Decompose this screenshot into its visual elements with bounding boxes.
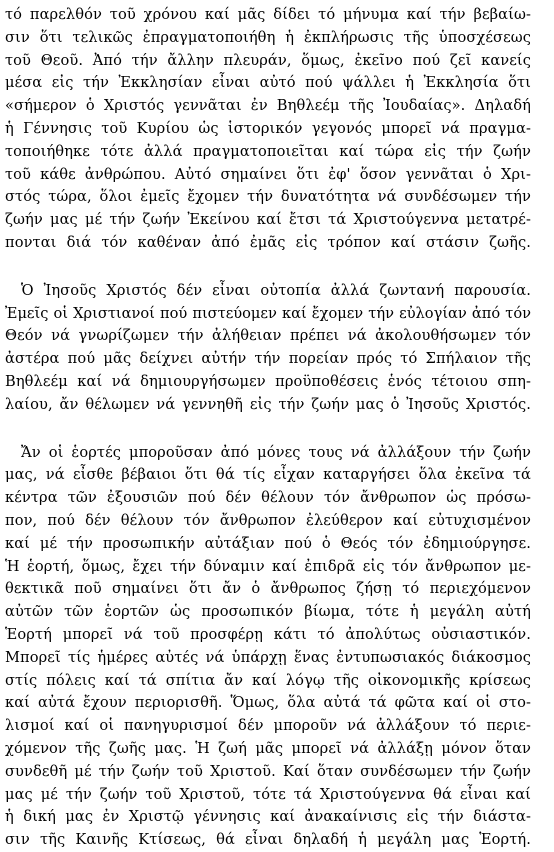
text-line: Θεόν νά γνωρίζωμεν τήν ἀλήθειαν πρέπει νά ἀκολουθήσωμεν τόν bbox=[5, 327, 531, 345]
paragraph-2 bbox=[5, 280, 531, 417]
text-line: στός τώρα, ὅλοι ἐμεῖς ἔχομεν τήν δυνατότητα νά συνδέσωμεν τήν bbox=[5, 188, 531, 206]
text-line: καί αὐτά ἔχουν περιορισθῆ. Ὅμως, ὅλα αὐτά τά φῶτα καί οἱ στο- bbox=[5, 694, 531, 712]
text-line: σιν ὅτι τελικῶς ἐπραγματοποιήθη ἡ ἐκπλήρωσις τῆς ὑποσχέσεως bbox=[5, 28, 531, 46]
text-line: μέσα εἰς τήν Ἐκκλησίαν εἶναι αὐτό πού ψάλλει ἡ Ἐκκλησία ὅτι bbox=[5, 74, 531, 92]
text-line: Μπορεῖ τίς ἡμέρες αὐτές νά ὑπάρχῃ ἕνας ἐντυπωσιακός διάκοσμος bbox=[5, 648, 531, 666]
text-line: μας μέ τήν ζωήν τοῦ Χριστοῦ, τότε τά Χριστούγεννα θά εἶναι καί bbox=[5, 785, 531, 803]
text-line: Ἄν οἱ ἑορτές μποροῦσαν ἀπό μόνες τους νά ἀλλάξουν τήν ζωήν bbox=[21, 443, 531, 461]
text-line: θεκτικᾶ ποῦ σημαίνει ὅτι ἄν ὁ ἄνθρωπος ζήσῃ τό περιεχόμενον bbox=[5, 580, 531, 598]
paragraph-3 bbox=[5, 442, 531, 852]
text-line: μας, νά εἶσθε βέβαιοι ὅτι θά τίς εἶχαν καταργήσει ὅλα ἐκεῖνα τά bbox=[5, 466, 531, 484]
text-line: πονται διά τόν καθέναν ἀπό ἐμᾶς εἰς τρόπον καί στάσιν ζωῆς. bbox=[5, 233, 531, 251]
text-line: τοποιήθηκε τότε ἀλλά πραγματοποιεῖται καί τώρα εἰς τήν ζωήν bbox=[5, 142, 531, 160]
paragraph-gap bbox=[5, 417, 531, 442]
text-line: τοῦ Θεοῦ. Ἀπό τήν ἄλλην πλευράν, ὅμως, ἐκεῖνο πού ζεῖ κανείς bbox=[5, 51, 531, 69]
text-line: Ἐμεῖς οἱ Χριστιανοί πού πιστεύομεν καί ἔχομεν τήν εὐλογίαν ἀπό τόν bbox=[5, 304, 531, 322]
text-line: πον, πού δέν θέλουν τόν ἄνθρωπον ἐλεύθερον καί εὐτυχισμένον bbox=[5, 511, 531, 529]
text-line: ζωήν μας μέ τήν ζωήν Ἐκείνου καί ἔτσι τά Χριστούγεννα μετατρέ- bbox=[5, 211, 531, 229]
text-line: καί μέ τήν προσωπικήν αὐτάξιαν πού ὁ Θεός τόν ἐδημιούργησε. bbox=[5, 534, 531, 552]
text-line: Ἡ ἑορτή, ὅμως, ἔχει τήν δύναμιν καί ἐπιδρᾶ εἰς τόν ἄνθρωπον με- bbox=[5, 557, 531, 575]
text-line: «σήμερον ὁ Χριστός γεννᾶται ἐν Βηθλεέμ τῆς Ἰουδαίας». Δηλαδή bbox=[5, 97, 531, 115]
text-line: ἀστέρα πού μᾶς δείχνει αὐτήν τήν πορείαν πρός τό Σπήλαιον τῆς bbox=[5, 350, 531, 368]
text-line: στίς πόλεις καί τά σπίτια ἄν καί λόγῳ τῆς οἰκονομικῆς κρίσεως bbox=[5, 671, 531, 689]
text-line: χόμενον τῆς ζωῆς μας. Ἡ ζωή μᾶς μπορεῖ νά ἀλλάξῃ μόνον ὅταν bbox=[5, 739, 531, 757]
text-line: αὐτῶν τῶν ἑορτῶν ὡς προσωπικόν βίωμα, τότε ἡ μεγάλη αὐτή bbox=[5, 603, 531, 621]
text-line: κέντρα τῶν ἐξουσιῶν πού δέν θέλουν τόν ἄνθρωπον ὡς πρόσω- bbox=[5, 489, 531, 507]
text-line: Ἑορτή μπορεῖ νά τοῦ προσφέρῃ κάτι τό ἀπολύτως οὐσιαστικόν. bbox=[5, 625, 531, 643]
text-line: τοῦ κάθε ἀνθρώπου. Αὐτό σημαίνει ὅτι ἐφ' ὅσον γεννᾶται ὁ Χρι- bbox=[5, 165, 531, 183]
text-line: συνδεθῆ μέ τήν ζωήν τοῦ Χριστοῦ. Καί ὅταν συνδέσωμεν τήν ζωήν bbox=[5, 762, 531, 780]
text-line: λαίου, ἄν θέλωμεν νά γεννηθῆ εἰς τήν ζωήν μας ὁ Ἰησοῦς Χριστός. bbox=[5, 395, 531, 413]
text-line: σιν τῆς Καινῆς Κτίσεως, θά εἶναι δηλαδή ἡ μεγάλη μας Ἑορτή. bbox=[5, 831, 531, 849]
text-line: λισμοί καί οἱ πανηγυρισμοί δέν μποροῦν νά ἀλλάξουν τό περιε- bbox=[5, 717, 531, 735]
text-line: τό παρελθόν τοῦ χρόνου καί μᾶς δίδει τό μήνυμα καί τήν βεβαίω- bbox=[5, 6, 531, 23]
text-line: ἡ Γέννησις τοῦ Κυρίου ὡς ἱστορικόν γεγονός μπορεῖ νά πραγμα- bbox=[5, 119, 531, 137]
paragraph-1 bbox=[5, 4, 531, 255]
document-page bbox=[5, 4, 531, 852]
text-line: ἡ δική μας ἐν Χριστῷ γέννησις καί ἀνακαίνισις εἰς τήν διάστα- bbox=[5, 808, 531, 826]
paragraph-gap bbox=[5, 255, 531, 280]
text-line: Βηθλεέμ καί νά δημιουργήσωμεν προϋποθέσεις ἑνός τέτοιου σπη- bbox=[5, 372, 531, 390]
text-line: Ὁ Ἰησοῦς Χριστός δέν εἶναι οὐτοπία ἀλλά ζωντανή παρουσία. bbox=[21, 281, 531, 299]
